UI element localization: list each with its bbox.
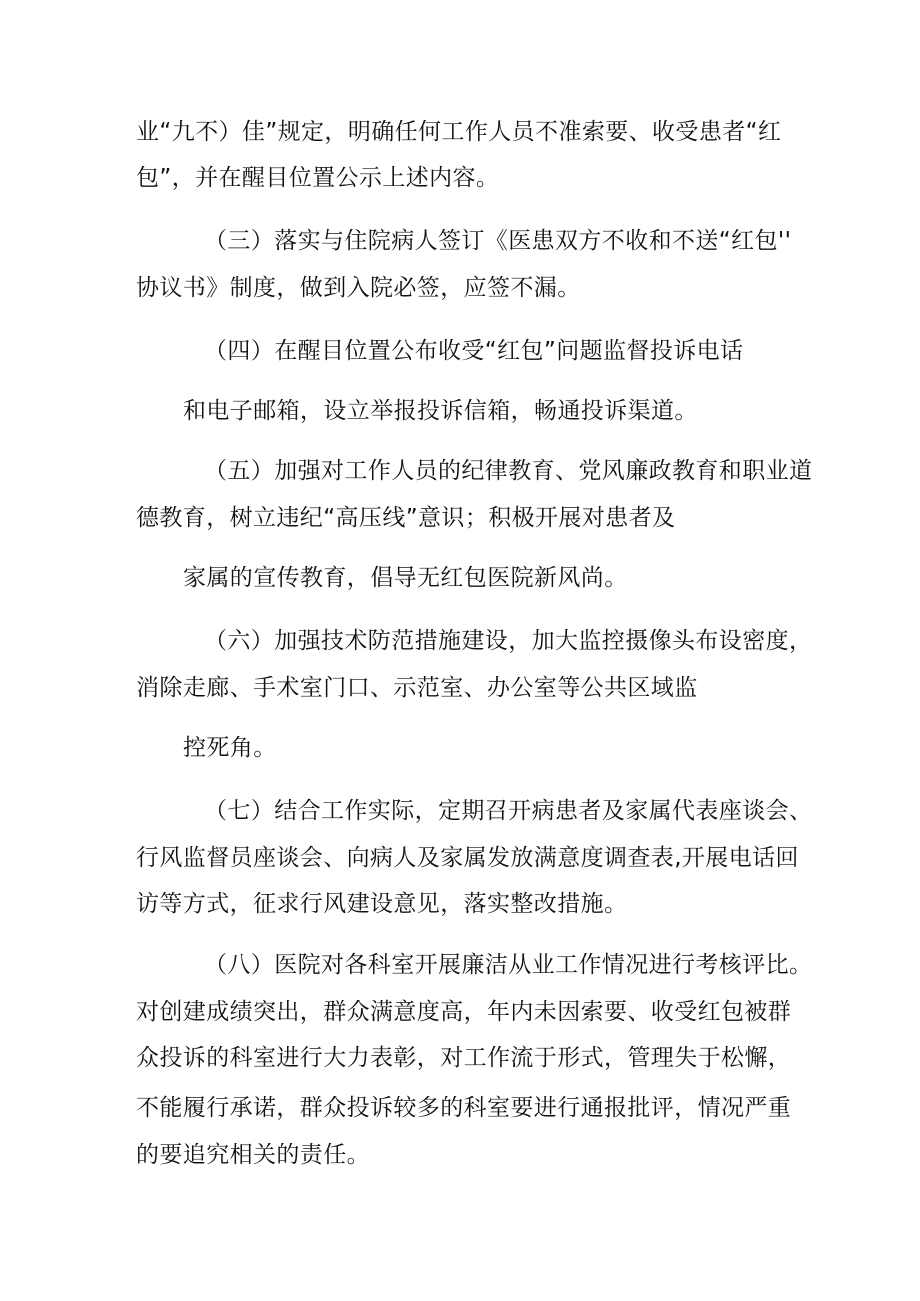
text-line: （八）医院对各科室开展廉洁从业工作情况进行考核评比。: [204, 952, 813, 978]
text-line: （三）落实与住院病人签订《医患双方不收和不送“红包'': [204, 228, 792, 254]
text-line: （四）在醒目位置公布收受“红包”问题监督投诉电话: [204, 338, 744, 364]
text-line: 行风监督员座谈会、向病人及家属发放满意度调查表,开展电话回: [136, 845, 799, 871]
text-line: 众投诉的科室进行大力表彰，对工作流于形式，管理失于松懈，: [136, 1045, 792, 1071]
text-line: （六）加强技术防范措施建设，加大监控摄像头布设密度，: [204, 628, 813, 654]
text-line: （七）结合工作实际，定期召开病患者及家属代表座谈会、: [204, 798, 813, 824]
text-line: 访等方式，征求行风建设意见，落实整改措施。: [136, 891, 628, 917]
text-line: 家属的宣传教育，倡导无红包医院新风尚。: [183, 565, 628, 591]
text-line: 控死角。: [183, 735, 277, 761]
text-line: 协议书》制度，做到入院必签，应签不漏。: [136, 275, 581, 301]
text-line: 的要追究相关的责任。: [136, 1142, 370, 1168]
text-line: 消除走廊、手术室门口、示范室、办公室等公共区域监: [136, 675, 698, 701]
text-line: 和电子邮箱，设立举报投诉信箱，畅通投诉渠道。: [183, 398, 698, 424]
text-line: 对创建成绩突出，群众满意度高，年内未因索要、收受红包被群: [136, 999, 792, 1025]
text-line: 不能履行承诺，群众投诉较多的科室要进行通报批评，情况严重: [136, 1095, 792, 1121]
text-line: 德教育，树立违纪“高压线”意识；积极开展对患者及: [136, 505, 676, 531]
text-line: 包”，并在醒目位置公示上述内容。: [136, 165, 500, 191]
text-line: 业“九不）佳”规定，明确任何工作人员不准索要、收受患者“红: [136, 119, 782, 145]
text-line: （五）加强对工作人员的纪律教育、党风廉政教育和职业道: [204, 458, 813, 484]
